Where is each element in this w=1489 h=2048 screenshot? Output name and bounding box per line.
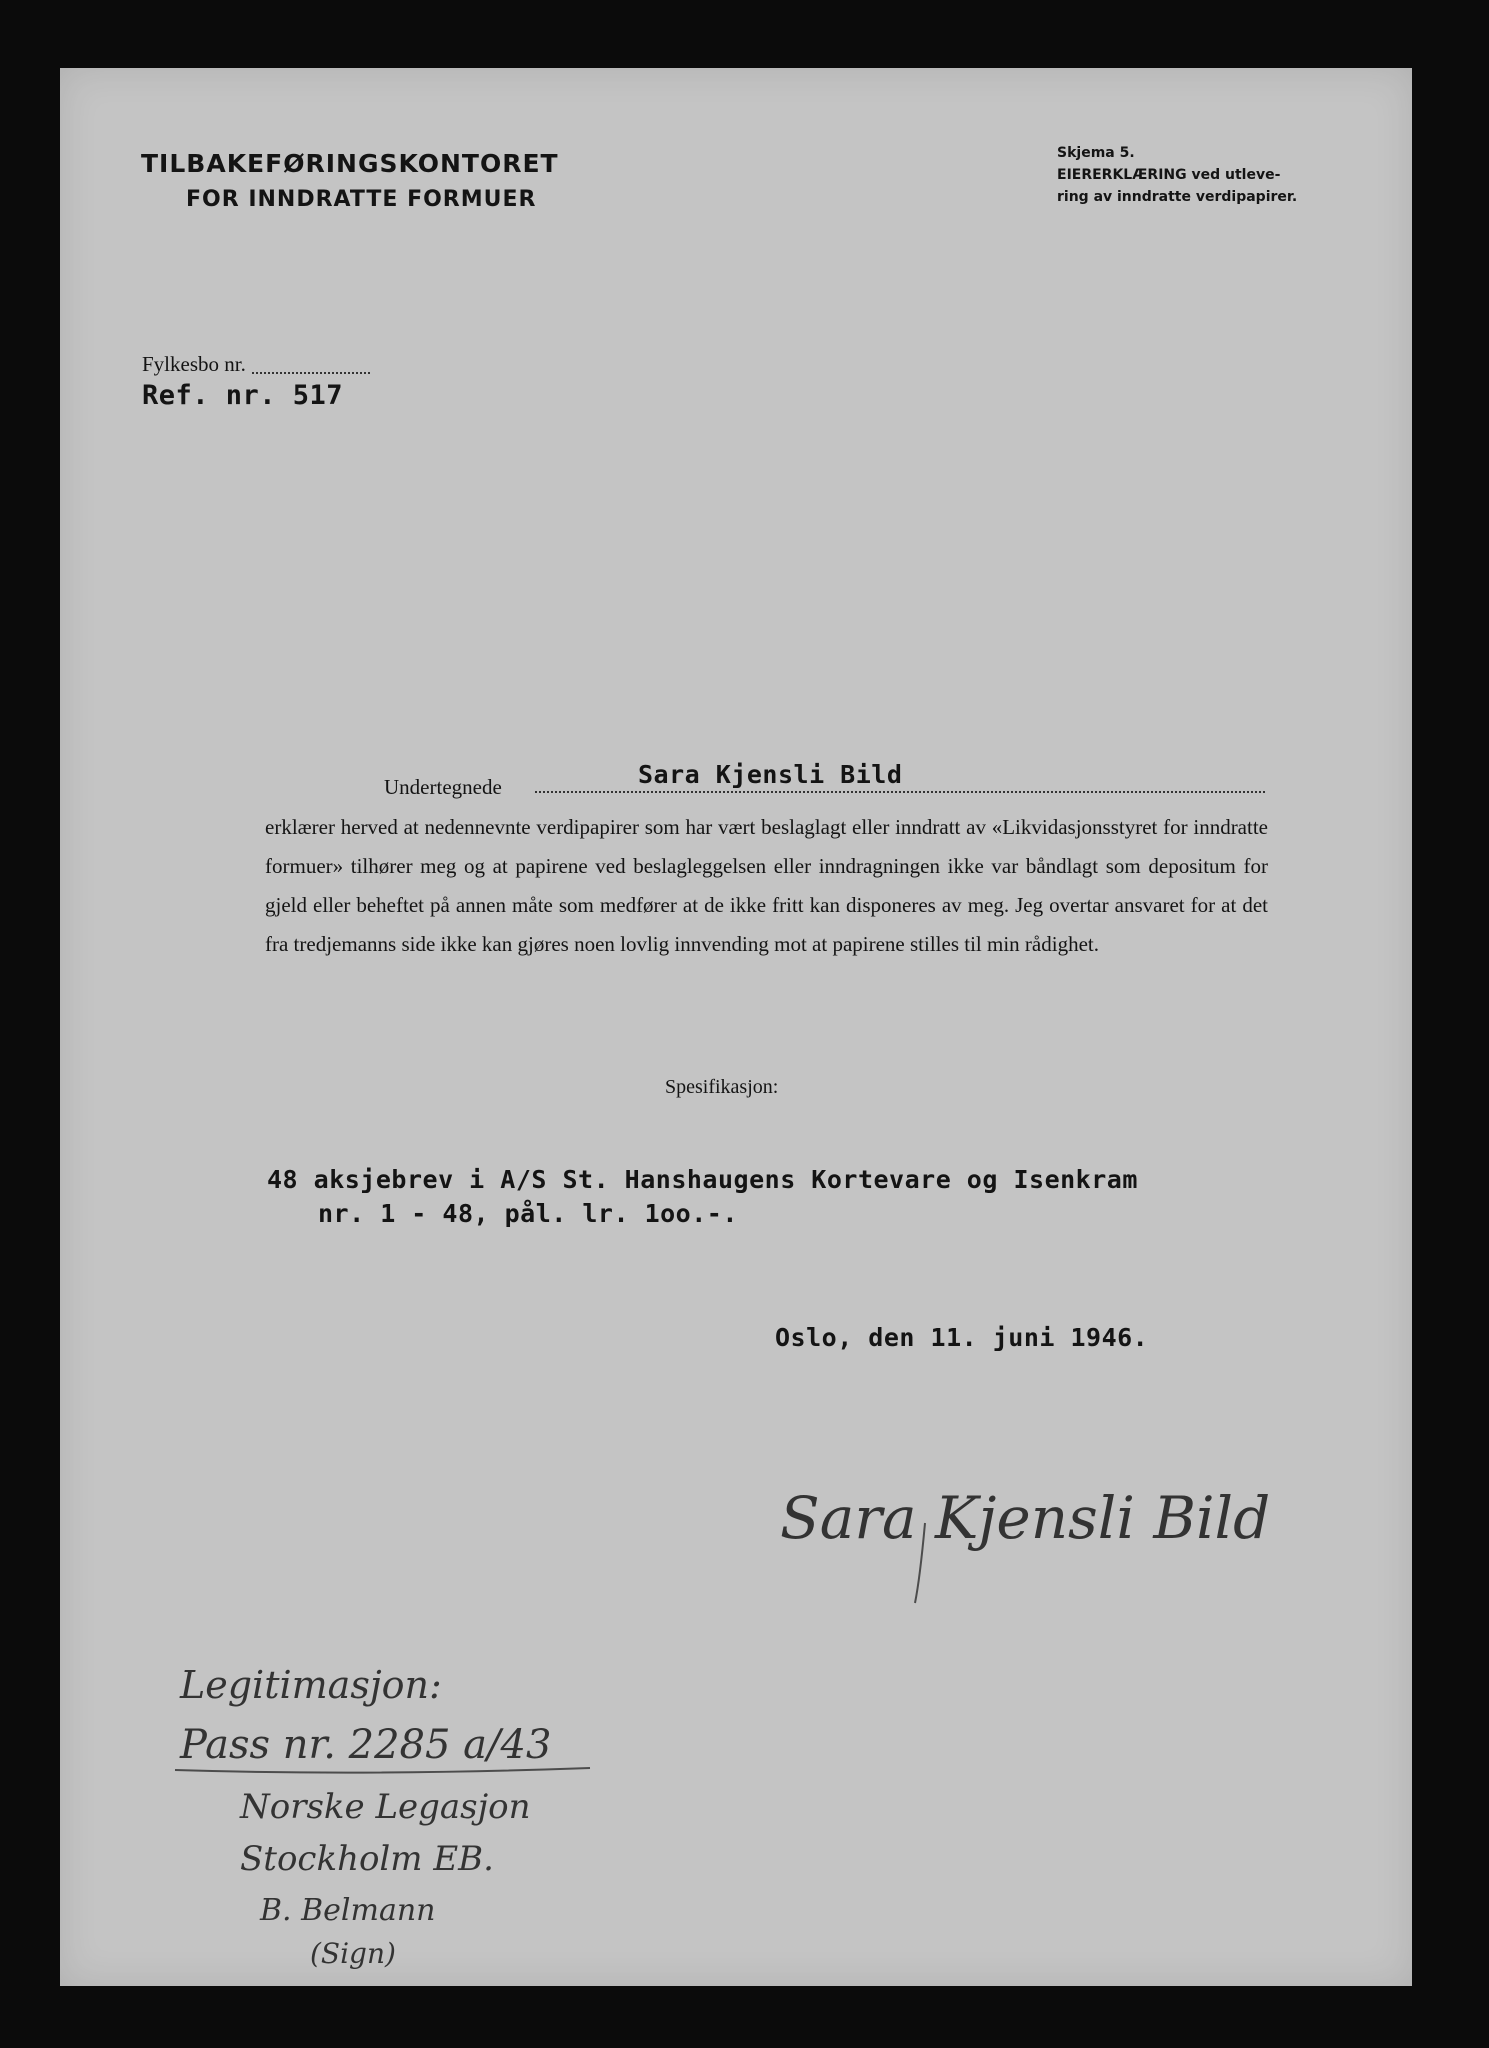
note-line-sign: (Sign) (310, 1937, 396, 1970)
note-line-signer: B. Belmann (260, 1893, 436, 1928)
note-line-legitimasjon: Legitimasjon: (180, 1663, 442, 1707)
note-line-legasjon: Norske Legasjon (240, 1787, 531, 1827)
fylkesbo-blank (252, 372, 370, 374)
reference-number: Ref. nr. 517 (142, 380, 344, 411)
form-title-line1: EIERERKLÆRING ved utleve- (1057, 167, 1281, 183)
org-name-line1: TILBAKEFØRINGSKONTORET (141, 149, 559, 178)
undertegnede-label: Undertegnede (384, 775, 502, 799)
handwritten-signature (770, 1428, 1330, 1628)
note-line-pass: Pass nr. 2285 a/43 (180, 1722, 552, 1768)
specification-line2: nr. 1 - 48, pål. lr. 1oo.-. (318, 1199, 738, 1228)
signature-text: Sara Kjensli Bild (780, 1484, 1271, 1552)
note-line-stockholm: Stockholm EB. (240, 1839, 494, 1879)
specification-title: Spesifikasjon: (665, 1076, 779, 1098)
org-name-line2: FOR INNDRATTE FORMUER (186, 187, 537, 212)
specification-line1: 48 aksjebrev i A/S St. Hanshaugens Kortevare og Isenkram (267, 1165, 1138, 1194)
fylkesbo-field (142, 352, 370, 377)
place-date: Oslo, den 11. juni 1946. (775, 1323, 1149, 1352)
handwritten-note (170, 1658, 690, 1978)
fylkesbo-label: Fylkesbo nr. (142, 352, 246, 376)
form-title-line2: ring av inndratte verdipapirer. (1057, 189, 1298, 205)
declarant-name: Sara Kjensli Bild (638, 760, 903, 789)
document-page (60, 68, 1412, 1986)
name-underline (535, 791, 1265, 793)
form-number: Skjema 5. (1057, 145, 1135, 161)
declaration-body: erklærer herved at nedennevnte verdipapirer som har vært beslaglagt eller inndratt av «Likvidasjonsstyret for inndratte formuer» tilhører meg og at papirene ved beslagleggelsen eller inndragningen ikke var båndlagt som depositum for gjeld eller beheftet på annen måte som medfører at de ikke fritt kan disponeres av meg. Jeg overtar ansvaret for at det fra tredjemanns side ikke kan gjøres noen lovlig innvending mot at papirene stilles til min rådighet. (265, 815, 1268, 956)
